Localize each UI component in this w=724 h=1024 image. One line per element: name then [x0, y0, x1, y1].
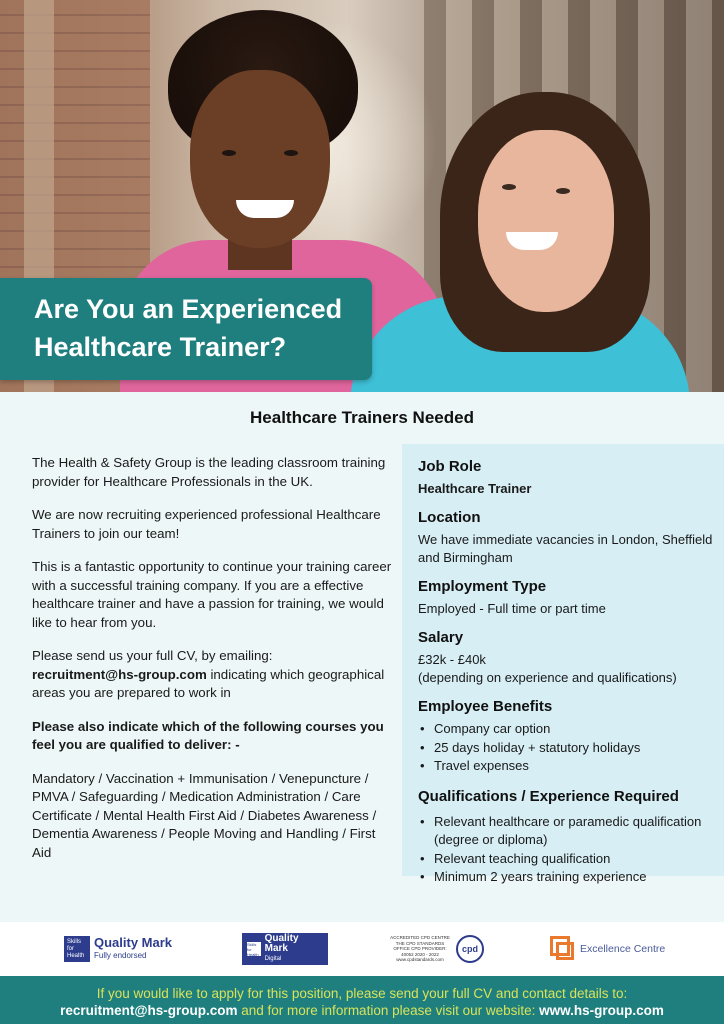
hero-title	[34, 290, 372, 366]
courses-list: Mandatory / Vaccination + Immunisation / Venepuncture / PMVA / Safeguarding / Medication Administration / Care Certificate / Mental Health First Aid / Diabetes Awareness / Dementia Awareness / People Moving and Handling / First Aid	[32, 770, 377, 860]
send-cv-suffix: indicating which geographical areas you are prepared to work in	[32, 666, 385, 700]
trainer-1-face	[190, 70, 330, 248]
location-heading: Location	[418, 509, 481, 526]
qualification-item: • Minimum 2 years training experience	[418, 868, 714, 887]
footer-website-link[interactable]: www.hs-group.com	[539, 1003, 664, 1018]
quality-mark-digital-logo	[242, 932, 328, 966]
hero-title-line2: Healthcare Trainer?	[34, 332, 287, 362]
accreditation-logos	[0, 922, 724, 976]
trainer-2-eye	[556, 188, 570, 194]
salary-block	[418, 651, 714, 687]
employment-value: Employed - Full time or part time	[418, 601, 606, 616]
page-heading: Healthcare Trainers Needed	[250, 408, 474, 427]
qualifications-list	[418, 813, 714, 887]
quality-mark-digital-sub: Digital	[264, 956, 282, 962]
description-column	[32, 454, 394, 877]
job-role-value: Healthcare Trainer	[418, 481, 532, 496]
cpd-text: ACCREDITED CPD CENTRE THE CPD STANDARDS OFFICE CPD PROVIDER: 40052 2020 - 2022 www.cpdstandards.com	[390, 935, 450, 963]
skills-for-health-badge: Skills for Health	[64, 936, 90, 962]
excellence-centre-logo	[546, 932, 665, 966]
opportunity-paragraph: This is a fantastic opportunity to continue your training career with a successful training company. If you are a effective healthcare trainer and have a passion for training, we would like to hear from you.	[32, 559, 392, 630]
benefits-list	[418, 720, 714, 776]
job-details-panel	[402, 444, 724, 884]
benefit-item: • 25 days holiday + statutory holidays	[418, 739, 714, 758]
hero-photo	[0, 0, 724, 392]
salary-value: £32k - £40k	[418, 652, 486, 667]
quality-mark-digital-title: Quality Mark	[264, 933, 299, 954]
quality-mark-text	[94, 936, 172, 962]
benefit-item: • Travel expenses	[418, 757, 714, 776]
footer-line-2	[0, 1002, 724, 1019]
salary-heading: Salary	[418, 629, 464, 646]
hero-title-banner	[0, 278, 372, 380]
excellence-centre-text: Excellence Centre	[580, 943, 666, 955]
benefit-item: • Company car option	[418, 720, 714, 739]
qualifications-heading: Qualifications / Experience Required	[418, 787, 679, 805]
employment-heading: Employment Type	[418, 578, 547, 595]
hero-title-line1: Are You an Experienced	[34, 294, 343, 324]
quality-mark-title: Quality Mark	[94, 935, 173, 950]
footer-line-1: If you would like to apply for this position, please send your full CV and contact details to:	[96, 986, 628, 1001]
trainer-2-face	[478, 130, 614, 312]
job-role-heading: Job Role	[418, 458, 482, 475]
cpd-mark-icon: cpd	[456, 935, 484, 963]
trainer-1-eye	[284, 150, 298, 156]
salary-note: (depending on experience and qualifications)	[418, 670, 677, 685]
trainer-1-smile	[236, 200, 294, 218]
quality-mark-logo	[64, 932, 172, 966]
footer-middle-text: and for more information please visit our website:	[237, 1003, 540, 1018]
courses-prompt: Please also indicate which of the following courses you feel you are qualified to deliver: -	[32, 718, 384, 752]
send-cv-prefix: Please send us your full CV, by emailing:	[32, 648, 273, 663]
qualification-item: • Relevant healthcare or paramedic qualification (degree or diploma)	[418, 813, 714, 850]
skills-for-health-mini-badge: Skills for Health	[247, 942, 261, 956]
main-content	[0, 392, 724, 922]
location-value: We have immediate vacancies in London, Sheffield and Birmingham	[418, 532, 713, 565]
benefits-heading: Employee Benefits	[418, 698, 553, 715]
footer-banner	[0, 976, 724, 1024]
trainer-2-eye	[502, 184, 516, 190]
footer-email-link[interactable]: recruitment@hs-group.com	[60, 1003, 238, 1018]
intro-paragraph: The Health & Safety Group is the leading classroom training provider for Healthcare Professionals in the UK.	[32, 455, 386, 489]
trainer-1-eye	[222, 150, 236, 156]
qualification-item: • Relevant teaching qualification	[418, 850, 714, 869]
email-link[interactable]: recruitment@hs-group.com	[32, 666, 207, 682]
quality-mark-sub: Fully endorsed	[94, 951, 147, 960]
recruiting-paragraph: We are now recruiting experienced professional Healthcare Trainers to join our team!	[32, 507, 381, 541]
send-cv-paragraph	[32, 647, 394, 703]
cpd-accredited-logo	[388, 932, 484, 966]
excellence-centre-icon	[546, 934, 576, 964]
